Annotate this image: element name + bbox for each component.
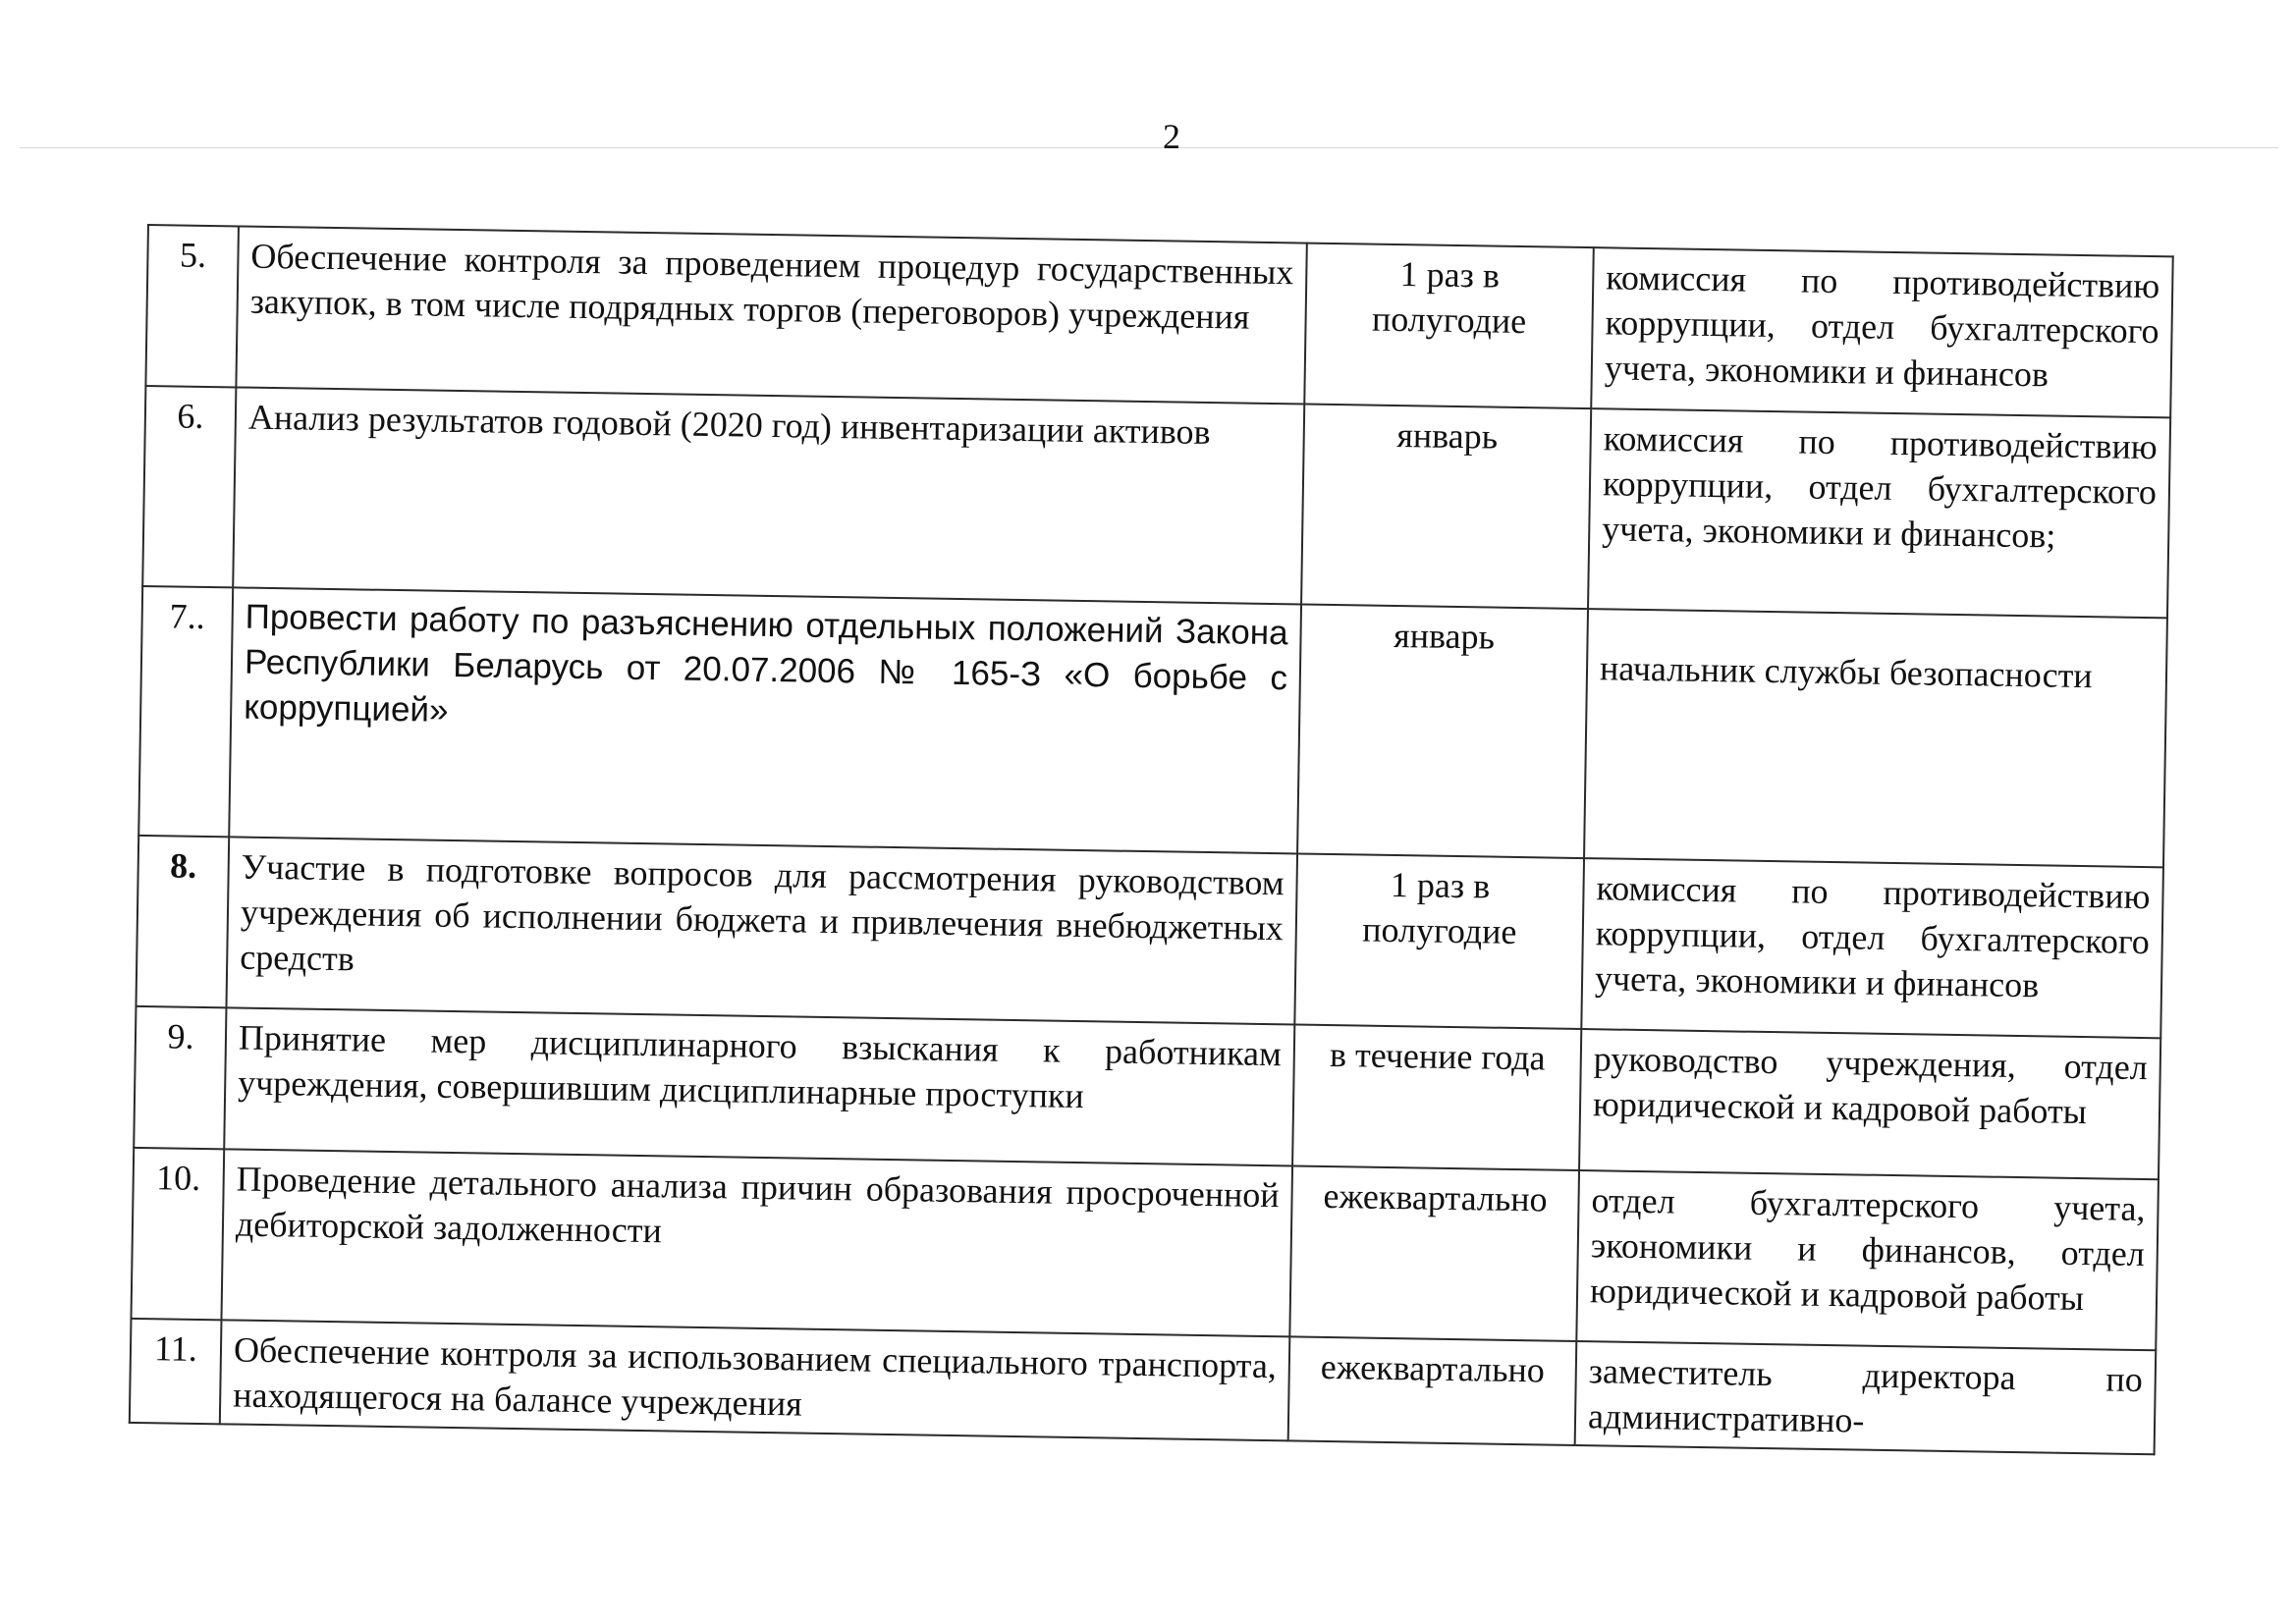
header-rule [20,147,2278,148]
activity-cell: Участие в подготовке вопросов для рассмотрения руководством учреждения об исполнении бюджета и привлечения внебюджетных средств [226,837,1297,1024]
responsible-cell: комиссия по противодействию коррупции, отдел бухгалтерского учета, экономики и финансов; [1588,408,2170,618]
table-row [131,1148,2158,1350]
table-row [142,386,2170,618]
measures-table [129,224,2174,1455]
term-cell: в течение года [1292,1024,1581,1170]
activity-cell: Анализ результатов годовой (2020 год) инвентаризации активов [233,387,1304,604]
page-number: 2 [1163,117,1180,156]
page-top-margin [0,0,2296,147]
responsible-text: начальник службы безопасности [1599,648,2093,696]
row-number: 10. [131,1148,224,1320]
responsible-cell: заместитель директора по административно- [1575,1341,2157,1454]
row-number: 7.. [138,586,233,837]
activity-cell: Провести работу по разъяснению отдельных положений Закона Республики Беларусь от 20.07.2006 № 165-З «О борьбе с коррупцией» [229,587,1301,853]
activity-cell: Обеспечение контроля за проведением процедур государственных закупок, в том числе подрядных торгов (переговоров) учреждения [236,226,1306,404]
responsible-cell: отдел бухгалтерского учета, экономики и финансов, отдел юридической и кадровой работы [1576,1170,2159,1350]
term-cell: январь [1297,605,1588,859]
table-row [145,225,2172,417]
term-cell: январь [1301,405,1591,610]
responsible-cell: комиссия по противодействию коррупции, отдел бухгалтерского учета, экономики и финансов [1581,858,2163,1038]
activity-cell: Принятие мер дисциплинарного взыскания к работникам учреждения, совершившим дисциплинарные проступки [224,1007,1294,1165]
term-cell: ежеквартально [1288,1336,1577,1445]
table-row [136,836,2162,1038]
row-number: 5. [145,225,239,387]
row-number: 9. [134,1006,226,1149]
document-sheet [129,224,2174,1455]
row-number: 11. [130,1319,222,1424]
term-cell: 1 раз в полугодие [1304,244,1594,409]
activity-cell: Проведение детального анализа причин образования просроченной дебиторской задолженности [221,1149,1292,1336]
responsible-cell: руководство учреждения, отдел юридической и кадровой работы [1579,1029,2160,1179]
responsible-cell [1584,609,2167,867]
activity-cell: Обеспечение контроля за использованием специального транспорта, находящегося на балансе учреждения [220,1320,1290,1440]
term-cell: ежеквартально [1289,1165,1579,1341]
term-cell: 1 раз в полугодие [1294,853,1584,1029]
responsible-cell: комиссия по противодействию коррупции, отдел бухгалтерского учета, экономики и финансов [1591,247,2173,417]
row-number: 6. [142,386,236,587]
table-row [138,586,2167,867]
row-number: 8. [136,836,229,1007]
